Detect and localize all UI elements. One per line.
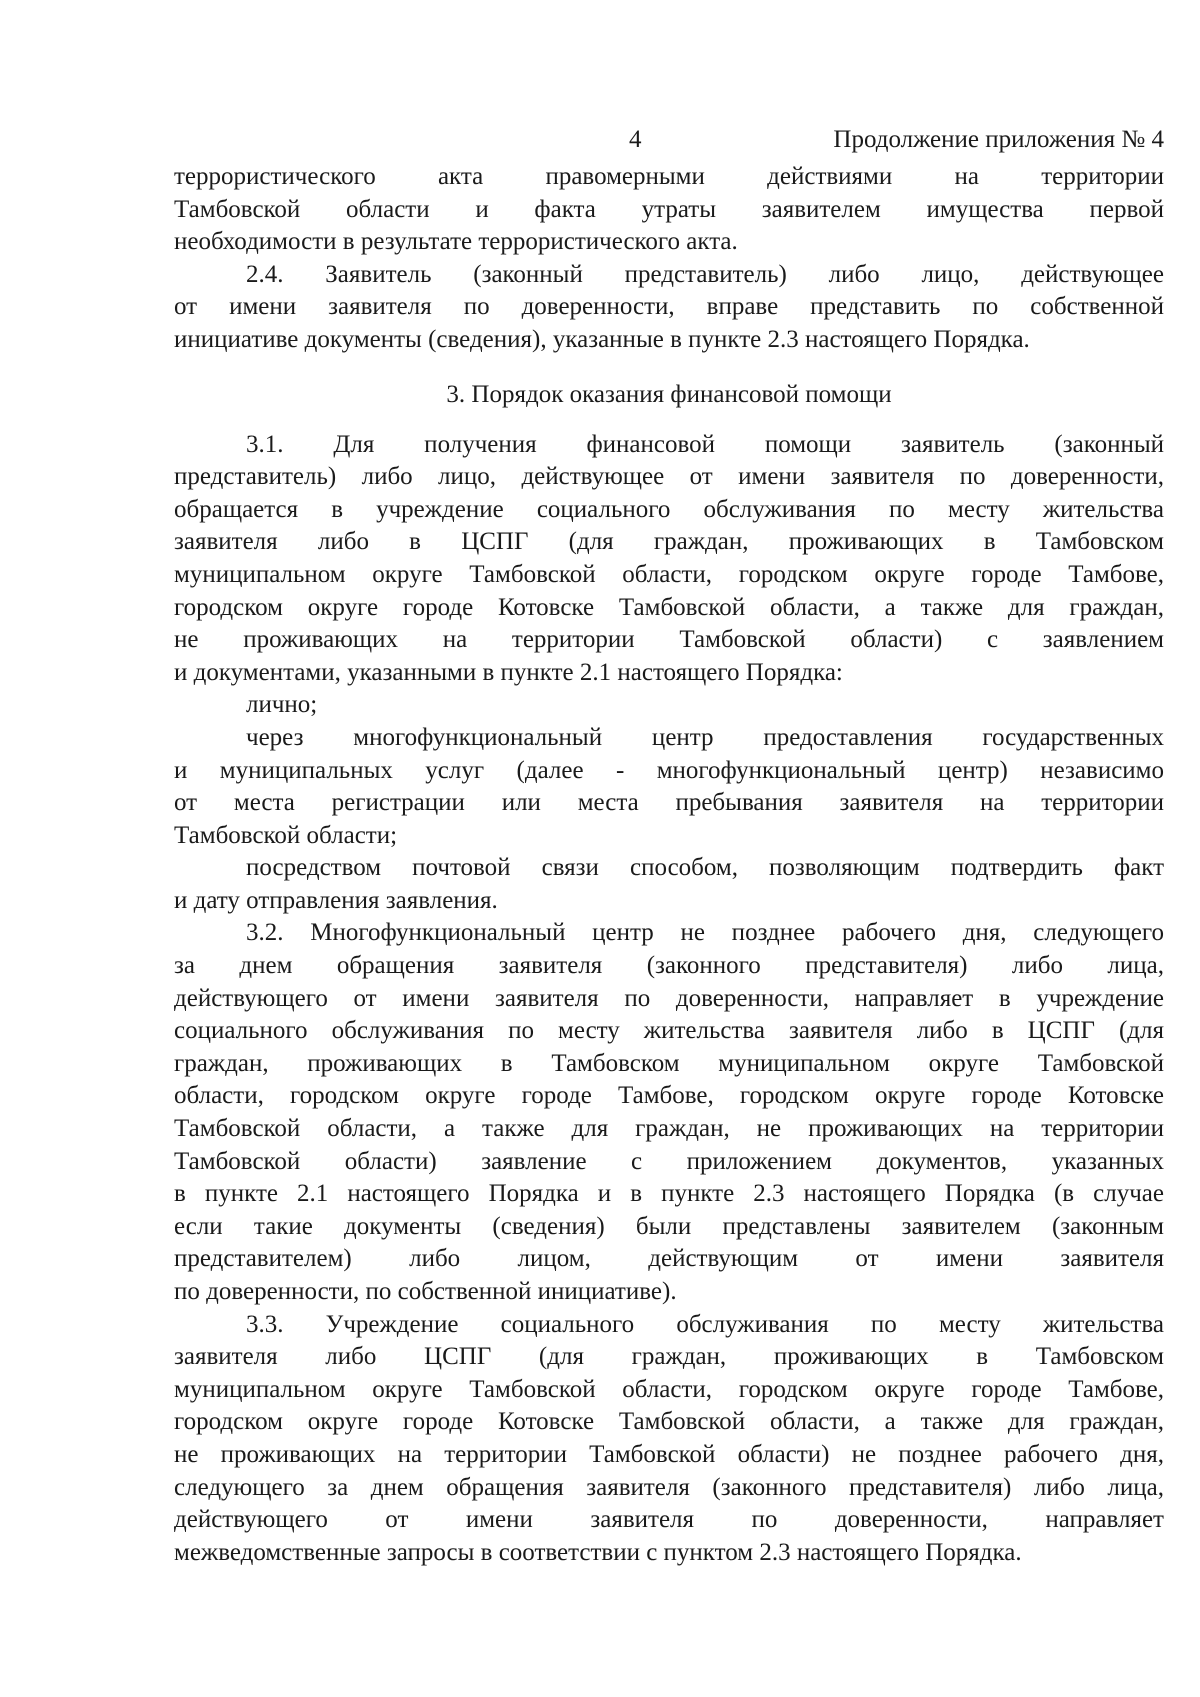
paragraph-3-1-start: 3.1. Для получения финансовой помощи заявитель (законный bbox=[246, 430, 1164, 458]
text-line: следующего за днем обращения заявителя (законного представителя) либо лица, bbox=[174, 1473, 1164, 1501]
text-line: социального обслуживания по месту жительства заявителя либо в ЦСПГ (для bbox=[174, 1017, 1164, 1045]
page-number: 4 bbox=[629, 126, 642, 153]
text-line: и муниципальных услуг (далее - многофункциональный центр) независимо bbox=[174, 756, 1164, 784]
text-line: инициативе документы (сведения), указанные в пункте 2.3 настоящего Порядка. bbox=[174, 325, 1030, 353]
text-line: по доверенности, по собственной инициативе). bbox=[174, 1278, 677, 1305]
text-line: Тамбовской области, а также для граждан, не проживающих на территории bbox=[174, 1115, 1164, 1143]
list-item: посредством почтовой связи способом, позволяющим подтвердить факт bbox=[246, 854, 1164, 882]
text-line: в пункте 2.1 настоящего Порядка и в пункте 2.3 настоящего Порядка (в случае bbox=[174, 1180, 1164, 1208]
text-line: городском округе городе Котовске Тамбовской области, а также для граждан, bbox=[174, 593, 1164, 621]
text-line: граждан, проживающих в Тамбовском муниципальном округе Тамбовской bbox=[174, 1049, 1164, 1077]
text-line: за днем обращения заявителя (законного представителя) либо лица, bbox=[174, 952, 1164, 980]
text-line: заявителя либо ЦСПГ (для граждан, проживающих в Тамбовском bbox=[174, 1343, 1164, 1371]
text-line: межведомственные запросы в соответствии с пунктом 2.3 настоящего Порядка. bbox=[174, 1538, 1022, 1566]
text-line: Тамбовской области; bbox=[174, 821, 398, 849]
text-line: если такие документы (сведения) были представлены заявителем (законным bbox=[174, 1212, 1164, 1240]
text-line: Тамбовской области) заявление с приложением документов, указанных bbox=[174, 1147, 1164, 1175]
text-line: не проживающих на территории Тамбовской области) с заявлением bbox=[174, 626, 1164, 654]
appendix-label: Продолжение приложения № 4 bbox=[833, 126, 1164, 153]
text-line: и документами, указанными в пункте 2.1 настоящего Порядка: bbox=[174, 658, 843, 686]
text-line: действующего от имени заявителя по доверенности, направляет bbox=[174, 1506, 1164, 1534]
page-header bbox=[174, 124, 1164, 160]
section-title: 3. Порядок оказания финансовой помощи bbox=[446, 380, 892, 408]
paragraph-3-2-start: 3.2. Многофункциональный центр не позднее рабочего дня, следующего bbox=[246, 919, 1164, 947]
text-line: муниципальном округе Тамбовской области, городском округе городе Тамбове, bbox=[174, 560, 1164, 588]
document-body bbox=[174, 161, 1164, 1569]
paragraph-3-3-start: 3.3. Учреждение социального обслуживания по месту жительства bbox=[246, 1310, 1164, 1338]
text-line: не проживающих на территории Тамбовской области) не позднее рабочего дня, bbox=[174, 1440, 1164, 1468]
text-line: представитель) либо лицо, действующее от имени заявителя по доверенности, bbox=[174, 463, 1164, 491]
text-line: области, городском округе городе Тамбове, городском округе городе Котовске bbox=[174, 1082, 1164, 1110]
text-line: террористического акта правомерными действиями на территории bbox=[174, 163, 1164, 190]
text-line: городском округе городе Котовске Тамбовской области, а также для граждан, bbox=[174, 1408, 1164, 1436]
text-line: от имени заявителя по доверенности, вправе представить по собственной bbox=[174, 293, 1164, 321]
text-line: представителем) либо лицом, действующим от имени заявителя bbox=[174, 1245, 1164, 1273]
list-item: лично; bbox=[246, 691, 318, 719]
text-line: и дату отправления заявления. bbox=[174, 886, 498, 914]
text-line: обращается в учреждение социального обслуживания по месту жительства bbox=[174, 495, 1164, 523]
text-line: необходимости в результате террористического акта. bbox=[174, 228, 738, 256]
text-line: муниципальном округе Тамбовской области, городском округе городе Тамбове, bbox=[174, 1375, 1164, 1403]
paragraph-2-4-start: 2.4. Заявитель (законный представитель) либо лицо, действующее bbox=[246, 260, 1164, 288]
list-item: через многофункциональный центр предоставления государственных bbox=[246, 723, 1164, 751]
text-line: действующего от имени заявителя по доверенности, направляет в учреждение bbox=[174, 984, 1164, 1012]
text-line: Тамбовской области и факта утраты заявителем имущества первой bbox=[174, 195, 1164, 223]
text-line: заявителя либо в ЦСПГ (для граждан, проживающих в Тамбовском bbox=[174, 528, 1164, 556]
text-line: от места регистрации или места пребывания заявителя на территории bbox=[174, 789, 1164, 817]
